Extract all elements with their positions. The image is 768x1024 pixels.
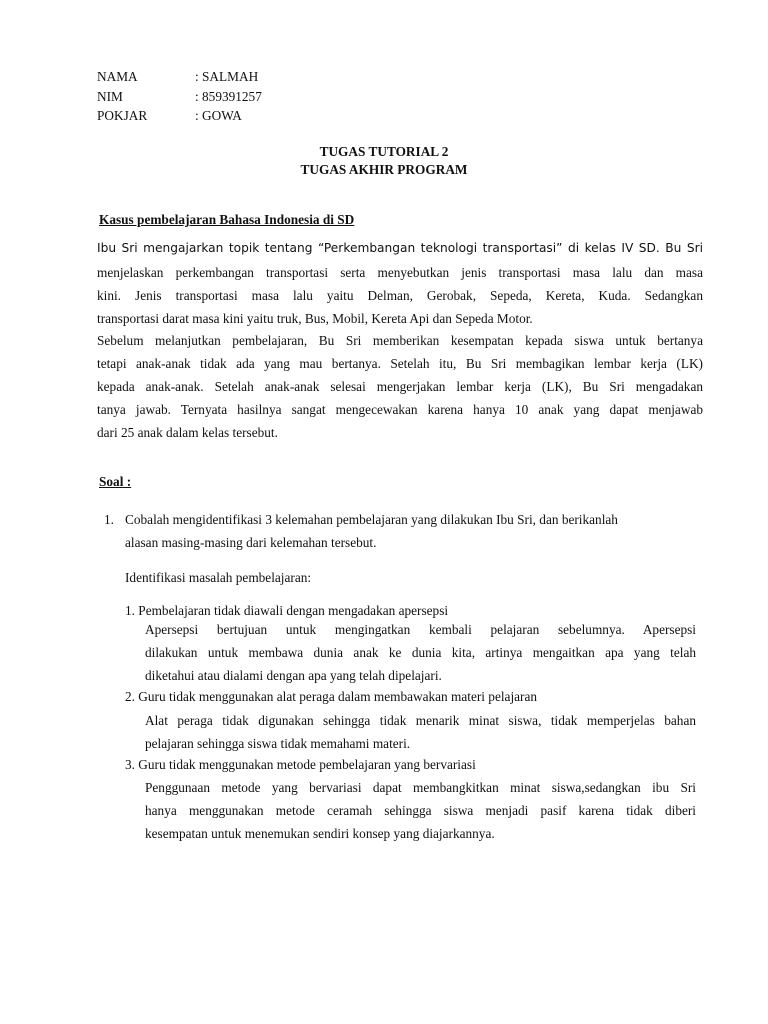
problem-explanation-line: dilakukan untuk membawa dunia anak ke dunia kita, artinya mengaitkan apa yang telah [145,645,696,660]
problem-explanation-line: hanya menggunakan metode ceramah sehingga siswa menjadi pasif karena tidak diberi [145,803,696,818]
case-line: tetapi anak-anak tidak ada yang mau bertanya. Setelah itu, Bu Sri membagikan lembar kerja (LK) [97,356,703,371]
problem-title: 3. Guru tidak menggunakan metode pembelajaran yang bervariasi [125,757,476,772]
identity-label: NIM [97,89,123,104]
problem-explanation-line: Apersepsi bertujuan untuk mengingatkan kembali pelajaran sebelumnya. Apersepsi [145,622,696,637]
identification-heading: Identifikasi masalah pembelajaran: [125,570,312,585]
identity-value: : 859391257 [195,89,262,104]
problem-explanation-line: Penggunaan metode yang bervariasi dapat membangkitkan minat siswa,sedangkan ibu Sri [145,780,696,795]
case-line: kepada anak-anak. Setelah anak-anak selesai mengerjakan lembar kerja (LK), Bu Sri mengadakan [97,379,703,394]
title-line-1: TUGAS TUTORIAL 2 [319,144,449,159]
identity-label: POKJAR [97,108,148,123]
case-line: dari 25 anak dalam kelas tersebut. [97,425,278,440]
case-line: Sebelum melanjutkan pembelajaran, Bu Sri memberikan kesempatan kepada siswa untuk bertanya [97,333,703,348]
soal-heading: Soal : [99,474,132,489]
problem-explanation-line: pelajaran sehingga siswa tidak memahami materi. [145,736,411,751]
identity-value: : SALMAH [195,69,259,84]
problem-title: 1. Pembelajaran tidak diawali dengan mengadakan apersepsi [125,603,449,618]
problem-explanation-line: diketahui atau dialami dengan apa yang telah dipelajari. [145,668,442,683]
case-line: transportasi darat masa kini yaitu truk, Bus, Mobil, Kereta Api dan Sepeda Motor. [97,311,533,326]
case-line: menjelaskan perkembangan transportasi serta menyebutkan jenis transportasi masa lalu dan masa [97,265,703,280]
title-line-2: TUGAS AKHIR PROGRAM [300,162,468,177]
question-number: 1. [104,512,114,527]
problem-explanation-line: kesempatan untuk menemukan sendiri konsep yang diajarkannya. [145,826,495,841]
problem-title: 2. Guru tidak menggunakan alat peraga dalam membawakan materi pelajaran [125,689,538,704]
identity-label: NAMA [97,69,138,84]
question-text: alasan masing-masing dari kelemahan tersebut. [125,535,377,550]
case-line: tanya jawab. Ternyata hasilnya sangat mengecewakan karena hanya 10 anak yang dapat menjawab [97,402,703,417]
case-line: Ibu Sri mengajarkan topik tentang “Perkembangan teknologi transportasi” di kelas IV SD. Bu Sri [97,241,703,255]
case-heading: Kasus pembelajaran Bahasa Indonesia di SD [99,212,355,227]
case-line: kini. Jenis transportasi masa lalu yaitu Delman, Gerobak, Sepeda, Kereta, Kuda. Sedangkan [97,288,703,303]
problem-explanation-line: Alat peraga tidak digunakan sehingga tidak menarik minat siswa, tidak memperjelas bahan [145,713,696,728]
identity-value: : GOWA [195,108,242,123]
question-text: Cobalah mengidentifikasi 3 kelemahan pembelajaran yang dilakukan Ibu Sri, dan berikanlah [125,512,618,527]
